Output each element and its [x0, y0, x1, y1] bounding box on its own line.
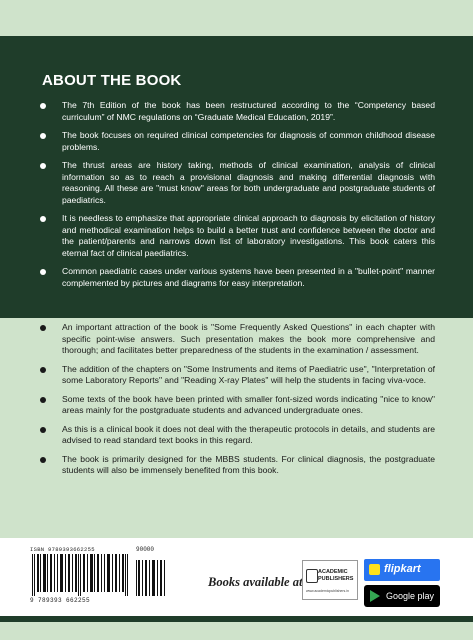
- flipkart-cart-icon: [369, 564, 380, 575]
- bullet-icon: [40, 427, 46, 433]
- bullet-icon: [40, 367, 46, 373]
- publisher-url: www.academicpublishers.in: [306, 589, 349, 593]
- barcode-bars: [30, 554, 130, 596]
- feature-list-dark: [40, 100, 435, 289]
- bullet-icon: [40, 325, 46, 331]
- list-item: [40, 266, 435, 289]
- list-item-text: The addition of the chapters on "Some Instruments and items of Paediatric use", "Interpretation of some Laboratory Reports" and "Reading X-ray Plates" will help the students in facing viva-voce.: [62, 363, 435, 385]
- barcode-digits: 9 789393 662255: [30, 597, 91, 604]
- barcode-addon-number: 90000: [136, 546, 155, 553]
- list-item-text: The thrust areas are history taking, methods of clinical examination, analysis of clinical information so as to reach a provisional diagnosis and making differential diagnosis with reasoning. All these are "must know" areas for both undergraduate and postgraduate students of paediatrics.: [62, 160, 435, 205]
- isbn-label: ISBN 9789393662255: [30, 546, 95, 553]
- list-item: [40, 160, 435, 206]
- list-item-text: An important attraction of the book is "Some Frequently Asked Questions" in each chapter with specific point-wise answers. Such presentation makes the book more comprehensive and thorough; and facilitates better preparedness of the students in the examination / assessment.: [62, 322, 435, 355]
- list-item-text: It is needless to emphasize that appropriate clinical approach to diagnosis by elicitation of history and methodical examination helps to build a better trust and confidence between the doctor and the patient/parents and narrows down list of laboratory investigations. This book caters this eternal fact of clinical paediatrics.: [62, 213, 435, 258]
- list-item: [40, 213, 435, 259]
- list-item-text: The 7th Edition of the book has been restructured according to the “Competency based curriculum” of NMC regulations on “Graduate Medical Education, 2019”.: [62, 100, 435, 122]
- list-item-text: Some texts of the book have been printed with smaller font-sized words indicating "nice to know" areas mainly for the postgraduate students and advanced undergraduate ones.: [62, 393, 435, 415]
- barcode-addon-bars: [136, 560, 166, 596]
- top-decorative-strip: [0, 0, 473, 36]
- bullet-icon: [40, 397, 46, 403]
- list-item: [40, 394, 435, 417]
- bullet-icon: [40, 163, 46, 169]
- bullet-icon: [40, 216, 46, 222]
- isbn-barcode: [30, 546, 170, 606]
- publisher-name-line2: PUBLISHERS: [318, 575, 354, 582]
- list-item-text: The book is primarily designed for the MBBS students. For clinical diagnosis, the postgraduate students will also be immensely benefited from this book.: [62, 453, 435, 475]
- publisher-name-line1: ACADEMIC: [318, 569, 348, 575]
- list-item: [40, 424, 435, 447]
- feature-list-light: [40, 322, 435, 477]
- list-item-text: As this is a clinical book it does not deal with the therapeutic protocols in details, and students are advised to read standard text books in this regard.: [62, 423, 435, 445]
- list-item: [40, 322, 435, 357]
- list-item: [40, 130, 435, 153]
- availability-text: Books available at: [208, 575, 303, 589]
- academic-publishers-logo: [302, 560, 358, 600]
- google-play-badge: [364, 585, 440, 607]
- flipkart-badge: [364, 559, 440, 581]
- google-play-label: Google play: [386, 591, 435, 601]
- publisher-emblem-icon: [306, 569, 318, 583]
- google-play-icon: [370, 590, 380, 602]
- bottom-decorative-strip: [0, 616, 473, 640]
- list-item-text: Common paediatric cases under various systems have been presented in a "bullet-point" manner complemented by pictures and diagrams for easy interpretation.: [62, 266, 435, 288]
- bullet-icon: [40, 133, 46, 139]
- bullet-icon: [40, 269, 46, 275]
- bullet-icon: [40, 457, 46, 463]
- list-item-text: The book focuses on required clinical competencies for diagnosis of common childhood disease problems.: [62, 130, 435, 152]
- list-item: [40, 100, 435, 123]
- list-item: [40, 454, 435, 477]
- section-heading: ABOUT THE BOOK: [42, 72, 182, 89]
- list-item: [40, 364, 435, 387]
- flipkart-label: flipkart: [384, 563, 421, 575]
- bullet-icon: [40, 103, 46, 109]
